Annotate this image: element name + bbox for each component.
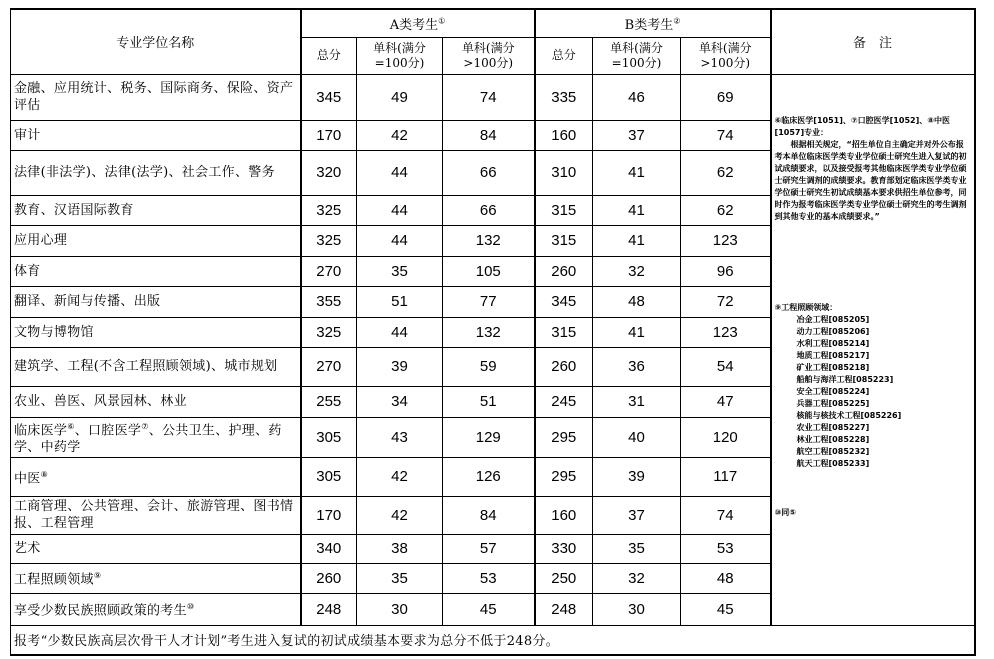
b-total: 160 [535, 496, 593, 534]
a-total: 320 [301, 150, 357, 195]
b-total: 335 [535, 74, 593, 120]
b-single-over: 45 [681, 593, 771, 625]
b-total: 315 [535, 225, 593, 256]
a-total: 170 [301, 496, 357, 534]
b-single-over: 53 [681, 534, 771, 563]
a-total: 170 [301, 120, 357, 150]
a-single-100: 44 [357, 195, 443, 225]
a-single-over: 105 [443, 256, 535, 286]
b-single-100: 37 [593, 120, 681, 150]
column-header-a-total: 总分 [301, 37, 357, 74]
a-single-100: 51 [357, 286, 443, 317]
engineering-item: 农业工程[085227] [796, 422, 870, 432]
engineering-item: 地质工程[085217] [796, 350, 870, 360]
b-total: 245 [535, 386, 593, 417]
a-single-over: 53 [443, 563, 535, 593]
table-row [11, 74, 975, 120]
a-single-100: 49 [357, 74, 443, 120]
a-single-over: 84 [443, 120, 535, 150]
program-name: 教育、汉语国际教育 [11, 195, 301, 225]
engineering-item: 动力工程[085206] [796, 326, 870, 336]
a-total: 325 [301, 225, 357, 256]
program-name: 享受少数民族照顾政策的考生⑩ [11, 593, 301, 625]
b-total: 330 [535, 534, 593, 563]
a-single-100: 35 [357, 563, 443, 593]
b-single-over: 48 [681, 563, 771, 593]
a-total: 255 [301, 386, 357, 417]
b-total: 295 [535, 457, 593, 496]
engineering-item: 兵器工程[085225] [796, 398, 870, 408]
b-single-over: 69 [681, 74, 771, 120]
b-total: 260 [535, 347, 593, 386]
program-name: 工程照顾领域⑨ [11, 563, 301, 593]
a-single-100: 44 [357, 150, 443, 195]
program-name: 中医⑧ [11, 457, 301, 496]
a-single-over: 45 [443, 593, 535, 625]
a-single-over: 129 [443, 417, 535, 457]
b-single-100: 32 [593, 563, 681, 593]
engineering-item: 矿业工程[085218] [796, 362, 870, 372]
column-header-a-single-over: 单科(满分 >100分) [443, 37, 535, 74]
engineering-item: 航空工程[085232] [796, 446, 870, 456]
b-single-100: 46 [593, 74, 681, 120]
a-total: 260 [301, 563, 357, 593]
a-single-100: 42 [357, 496, 443, 534]
a-single-100: 42 [357, 457, 443, 496]
b-single-over: 62 [681, 150, 771, 195]
b-single-100: 41 [593, 317, 681, 347]
column-header-remarks: 备 注 [771, 9, 975, 74]
column-header-b-total: 总分 [535, 37, 593, 74]
a-single-100: 44 [357, 225, 443, 256]
b-single-100: 30 [593, 593, 681, 625]
program-name: 法律(非法学)、法律(法学)、社会工作、警务 [11, 150, 301, 195]
score-requirements-table [10, 8, 976, 656]
b-single-over: 123 [681, 317, 771, 347]
column-header-program: 专业学位名称 [11, 9, 301, 74]
medical-note-body: 根据相关规定，“招生单位自主确定并对外公布报考本单位临床医学类专业学位硕士研究生进入复试的初试成绩要求，以及接受报考其他临床医学类专业学位硕士研究生调剂的成绩要求。教育部划定临床医学类专业学位硕士研究生初试成绩基本要求供招生单位参考，同时作为报考临床医学类专业学位硕士研究生的考生调剂到其他专业的基本成绩要求。” [774, 139, 967, 221]
b-single-100: 40 [593, 417, 681, 457]
table-footer-row [11, 625, 975, 655]
a-single-over: 84 [443, 496, 535, 534]
b-single-over: 117 [681, 457, 771, 496]
b-single-over: 123 [681, 225, 771, 256]
b-single-100: 41 [593, 195, 681, 225]
program-name: 文物与博物馆 [11, 317, 301, 347]
a-total: 248 [301, 593, 357, 625]
a-single-over: 77 [443, 286, 535, 317]
a-single-over: 74 [443, 74, 535, 120]
medical-note-title: ⑥临床医学[1051]、⑦口腔医学[1052]、⑧中医[1057]专业： [774, 115, 951, 137]
program-name: 临床医学⑥、口腔医学⑦、公共卫生、护理、药学、中药学 [11, 417, 301, 457]
a-single-over: 66 [443, 195, 535, 225]
b-total: 295 [535, 417, 593, 457]
a-total: 305 [301, 457, 357, 496]
b-total: 160 [535, 120, 593, 150]
b-total: 260 [535, 256, 593, 286]
engineering-note-title: ⑨工程照顾领域： [774, 302, 838, 312]
program-name: 体育 [11, 256, 301, 286]
a-total: 325 [301, 195, 357, 225]
program-name: 金融、应用统计、税务、国际商务、保险、资产评估 [11, 74, 301, 120]
b-total: 250 [535, 563, 593, 593]
a-single-100: 38 [357, 534, 443, 563]
b-single-over: 96 [681, 256, 771, 286]
footer-note: 报考“少数民族高层次骨干人才计划”考生进入复试的初试成绩基本要求为总分不低于248分。 [11, 625, 975, 655]
b-single-100: 48 [593, 286, 681, 317]
engineering-item: 冶金工程[085205] [796, 314, 870, 324]
program-name: 艺术 [11, 534, 301, 563]
minority-note: ⑩同⑤ [774, 507, 797, 517]
a-single-over: 57 [443, 534, 535, 563]
b-single-over: 74 [681, 496, 771, 534]
a-single-over: 126 [443, 457, 535, 496]
b-total: 345 [535, 286, 593, 317]
a-total: 305 [301, 417, 357, 457]
engineering-item: 安全工程[085224] [796, 386, 870, 396]
column-header-b-single-over: 单科(满分 >100分) [681, 37, 771, 74]
engineering-item: 航天工程[085233] [796, 458, 870, 468]
b-single-over: 62 [681, 195, 771, 225]
b-total: 315 [535, 195, 593, 225]
a-single-100: 42 [357, 120, 443, 150]
b-single-100: 36 [593, 347, 681, 386]
a-single-100: 43 [357, 417, 443, 457]
a-single-100: 30 [357, 593, 443, 625]
a-single-over: 51 [443, 386, 535, 417]
b-single-over: 74 [681, 120, 771, 150]
a-single-100: 34 [357, 386, 443, 417]
program-name: 工商管理、公共管理、会计、旅游管理、图书情报、工程管理 [11, 496, 301, 534]
a-total: 270 [301, 347, 357, 386]
b-total: 248 [535, 593, 593, 625]
column-header-group-b: B类考生② [535, 9, 771, 37]
a-single-over: 132 [443, 225, 535, 256]
b-single-100: 41 [593, 225, 681, 256]
a-total: 270 [301, 256, 357, 286]
program-name: 翻译、新闻与传播、出版 [11, 286, 301, 317]
a-total: 355 [301, 286, 357, 317]
engineering-item: 核能与核技术工程[085226] [796, 410, 902, 420]
program-name: 建筑学、工程(不含工程照顾领域)、城市规划 [11, 347, 301, 386]
a-total: 345 [301, 74, 357, 120]
b-single-over: 54 [681, 347, 771, 386]
a-total: 325 [301, 317, 357, 347]
b-single-over: 47 [681, 386, 771, 417]
engineering-item: 林业工程[085228] [796, 434, 870, 444]
b-single-100: 35 [593, 534, 681, 563]
b-single-100: 41 [593, 150, 681, 195]
a-single-over: 132 [443, 317, 535, 347]
b-single-over: 120 [681, 417, 771, 457]
b-single-100: 37 [593, 496, 681, 534]
a-single-over: 59 [443, 347, 535, 386]
engineering-note [772, 302, 970, 470]
column-header-b-single-100: 单科(满分 =100分) [593, 37, 681, 74]
a-single-100: 44 [357, 317, 443, 347]
a-single-over: 66 [443, 150, 535, 195]
a-total: 340 [301, 534, 357, 563]
program-name: 应用心理 [11, 225, 301, 256]
a-single-100: 35 [357, 256, 443, 286]
column-header-group-a: A类考生① [301, 9, 535, 37]
b-total: 315 [535, 317, 593, 347]
engineering-item: 水利工程[085214] [796, 338, 870, 348]
b-single-100: 32 [593, 256, 681, 286]
b-single-100: 31 [593, 386, 681, 417]
b-single-over: 72 [681, 286, 771, 317]
remarks-cell [771, 74, 975, 625]
medical-note [772, 115, 970, 223]
b-single-100: 39 [593, 457, 681, 496]
column-header-a-single-100: 单科(满分 =100分) [357, 37, 443, 74]
program-name: 审计 [11, 120, 301, 150]
b-total: 310 [535, 150, 593, 195]
program-name: 农业、兽医、风景园林、林业 [11, 386, 301, 417]
a-single-100: 39 [357, 347, 443, 386]
engineering-item: 船舶与海洋工程[085223] [796, 374, 894, 384]
